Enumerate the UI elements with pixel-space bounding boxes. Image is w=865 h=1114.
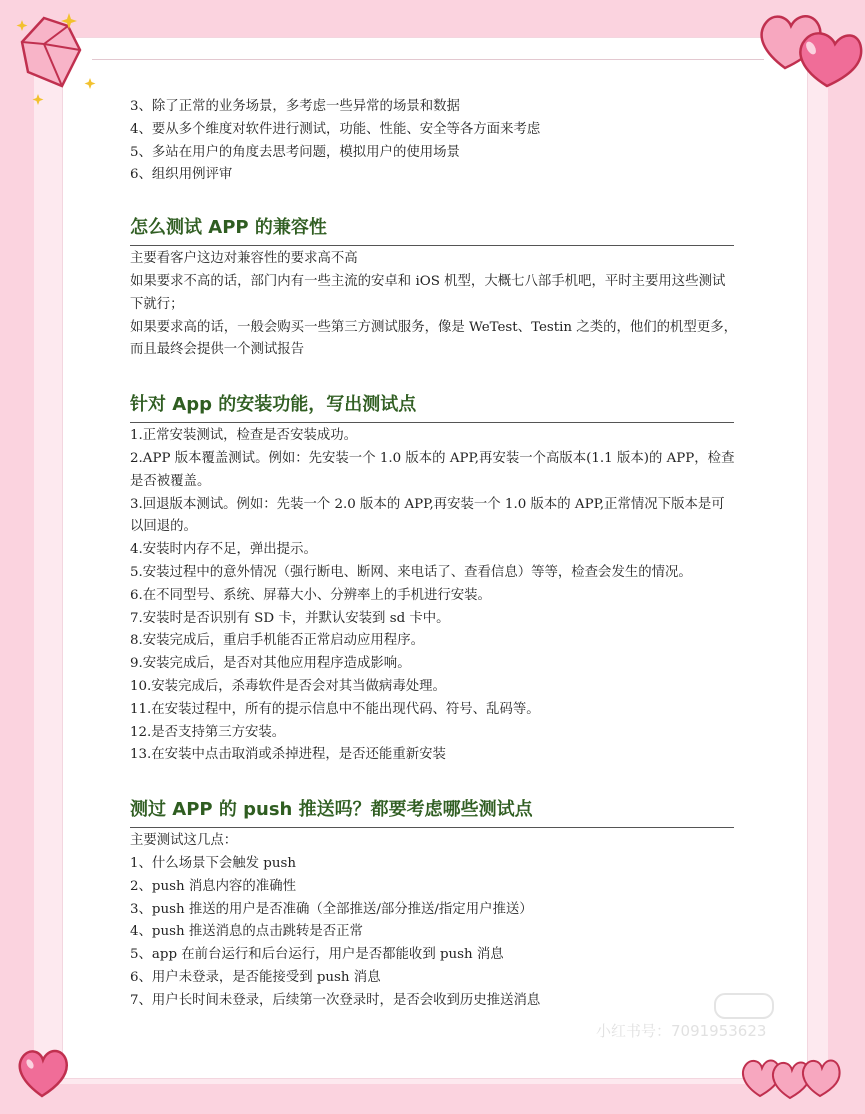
section-rule (130, 422, 734, 423)
list-item: 3、push 推送的用户是否准确（全部推送/部分推送/指定用户推送） (130, 901, 533, 917)
hearts-top-right-icon (755, 6, 863, 94)
list-item: 7、用户长时间未登录，后续第一次登录时，是否会收到历史推送消息 (130, 992, 541, 1008)
list-item: 2、push 消息内容的准确性 (130, 878, 296, 894)
list-item: 主要测试这几点： (130, 833, 238, 849)
section-rule (130, 245, 734, 246)
hearts-bottom-right-icon (738, 1052, 844, 1104)
list-item: 5、app 在前台运行和后台运行，用户是否都能收到 push 消息 (130, 947, 504, 963)
section-compatibility (130, 215, 738, 362)
paragraph-line: 主要看客户这边对兼容性的要求高不高 (130, 251, 358, 267)
document-content (130, 96, 738, 1013)
list-item: 1.正常安装测试，检查是否安装成功。 (130, 428, 358, 444)
diamond-icon (14, 8, 104, 108)
paragraph-line: 如果要求高的话，一般会购买一些第三方测试服务，像是 WeTest、Testin 之类的，他们的机型更多，而且最终会提供一个测试报告 (130, 319, 737, 358)
list-item: 6、组织用例评审 (130, 167, 233, 183)
section-title: 测过 APP 的 push 推送吗？都要考虑哪些测试点 (130, 799, 533, 821)
list-item: 6.在不同型号、系统、屏幕大小、分辨率上的手机进行安装。 (130, 587, 491, 603)
list-item: 7.安装时是否识别有 SD 卡，并默认安装到 sd 卡中。 (130, 610, 450, 626)
section-install (130, 392, 738, 767)
section-title: 针对 App 的安装功能，写出测试点 (130, 394, 417, 416)
list-item: 12.是否支持第三方安装。 (130, 724, 286, 740)
list-item: 4、要从多个维度对软件进行测试，功能、性能、安全等各方面来考虑 (130, 121, 541, 137)
top-divider (92, 59, 764, 60)
section-title: 怎么测试 APP 的兼容性 (130, 217, 327, 239)
list-item: 9.安装完成后，是否对其他应用程序造成影响。 (130, 656, 411, 672)
list-item: 3.回退版本测试。例如：先装一个 2.0 版本的 APP,再安装一个 1.0 版本的 APP,正常情况下版本是可以回退的。 (130, 496, 725, 535)
list-item: 11.在安装过程中，所有的提示信息中不能出现代码、符号、乱码等。 (130, 701, 540, 717)
list-item: 2.APP 版本覆盖测试。例如：先安装一个 1.0 版本的 APP,再安装一个高版本(1.1 版本)的 APP，检查是否被覆盖。 (130, 450, 735, 489)
section-rule (130, 827, 734, 828)
list-item: 13.在安装中点击取消或杀掉进程，是否还能重新安装 (130, 747, 446, 763)
list-item: 5.安装过程中的意外情况（强行断电、断网、来电话了、查看信息）等等，检查会发生的情况。 (130, 564, 692, 580)
section-push (130, 797, 738, 1012)
heart-bottom-left-icon (14, 1046, 72, 1102)
list-item: 6、用户未登录，是否能接受到 push 消息 (130, 969, 381, 985)
list-item: 4、push 推送消息的点击跳转是否正常 (130, 924, 363, 940)
intro-list (130, 96, 738, 187)
list-item: 4.安装时内存不足，弹出提示。 (130, 542, 317, 558)
paragraph-line: 如果要求不高的话，部门内有一些主流的安卓和 iOS 机型，大概七八部手机吧，平时主要用这些测试下就行； (130, 273, 726, 312)
list-item: 8.安装完成后，重启手机能否正常启动应用程序。 (130, 633, 424, 649)
watermark-text: 小红书号：7091953623 (596, 1022, 767, 1040)
list-item: 5、多站在用户的角度去思考问题，模拟用户的使用场景 (130, 144, 460, 160)
list-item: 1、什么场景下会触发 push (130, 855, 296, 871)
list-item: 3、除了正常的业务场景，多考虑一些异常的场景和数据 (130, 99, 460, 114)
list-item: 10.安装完成后，杀毒软件是否会对其当做病毒处理。 (130, 678, 446, 694)
